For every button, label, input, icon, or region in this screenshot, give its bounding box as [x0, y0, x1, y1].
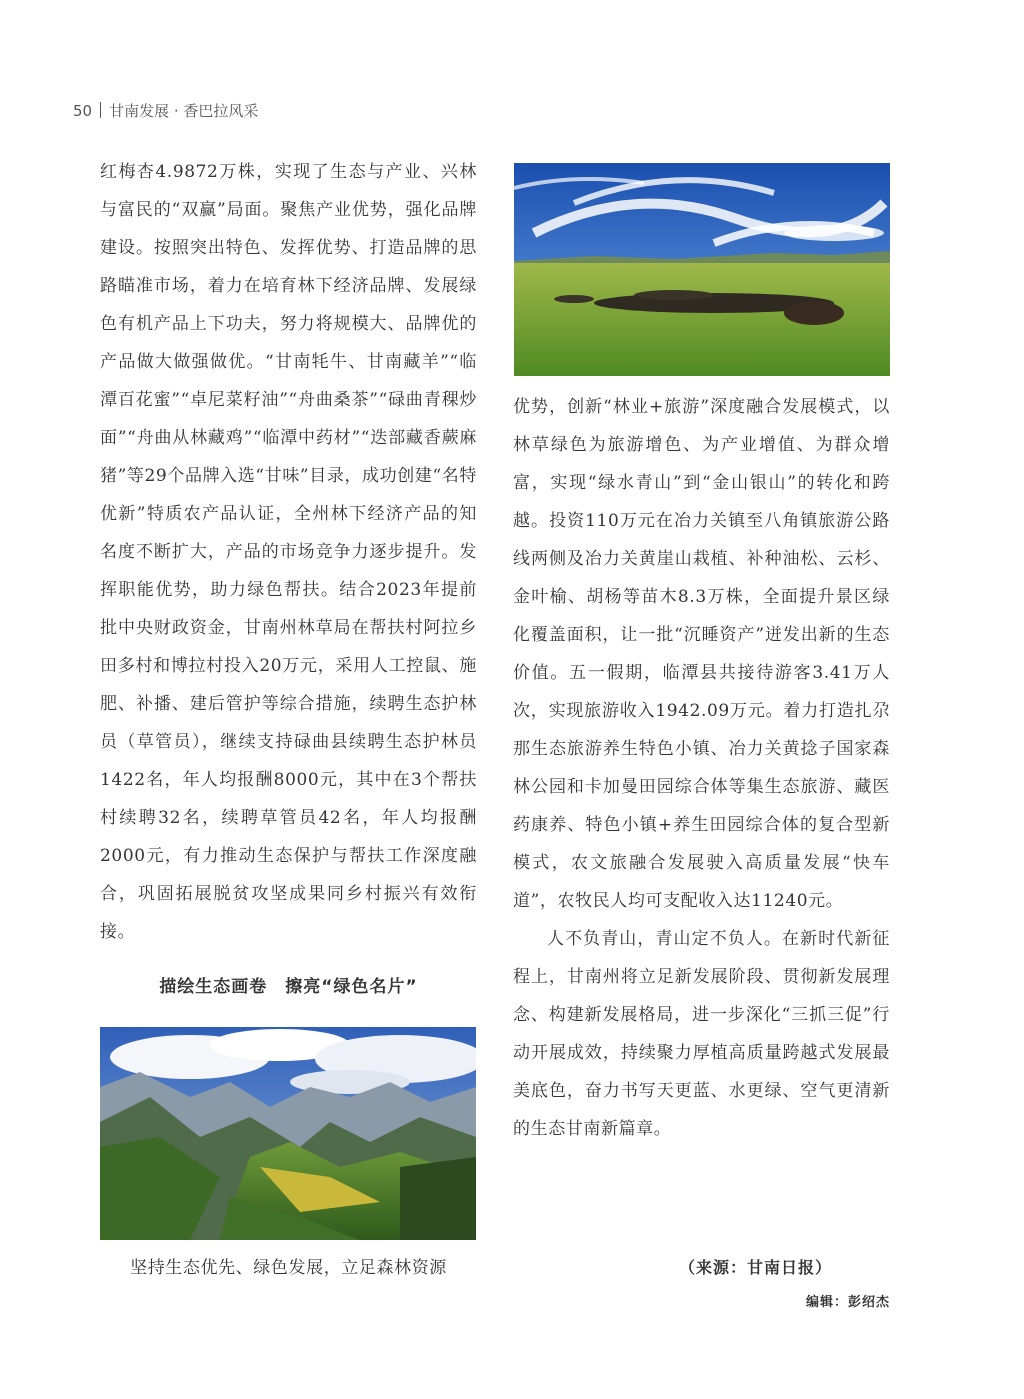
right-column: [513, 388, 890, 1148]
photo-caption: 坚持生态优先、绿色发展，立足森林资源: [130, 1258, 447, 1278]
section-heading: 描绘生态画卷 擦亮“绿色名片”: [159, 977, 418, 997]
header-divider: [100, 102, 101, 118]
left-column: [100, 153, 477, 951]
body-paragraph: 优势，创新“林业+旅游”深度融合发展模式，以林草绿色为旅游增色、为产业增值、为群众增富，实现“绿水青山”到“金山银山”的转化和跨越。投资110万元在冶力关镇至八角镇旅游公路线两侧及冶力关黄崖山栽植、补种油松、云杉、金叶榆、胡杨等苗木8.3万株，全面提升景区绿化覆盖面积，让一批“沉睡资产”迸发出新的生态价值。五一假期，临潭县共接待游客3.41万人次，实现旅游收入1942.09万元。着力打造扎尕那生态旅游养生特色小镇、冶力关黄捻子国家森林公园和卡加曼田园综合体等集生态旅游、藏医药康养、特色小镇+养生田园综合体的复合型新模式，农文旅融合发展驶入高质量发展“快车道”，农牧民人均可支配收入达11240元。: [513, 397, 890, 911]
editor-credit: 编辑：彭绍杰: [805, 1295, 890, 1310]
article-source: （来源：甘南日报）: [678, 1258, 832, 1277]
body-paragraph: 红梅杏4.9872万株，实现了生态与产业、兴林与富民的“双赢”局面。聚焦产业优势，强化品牌建设。按照突出特色、发挥优势、打造品牌的思路瞄准市场，着力在培育林下经济品牌、发展绿色有机产品上下功夫，努力将规模大、品牌优的产品做大做强做优。“甘南牦牛、甘南藏羊”“临潭百花蜜”“卓尼菜籽油”“舟曲桑茶”“碌曲青稞炒面”“舟曲从林藏鸡”“临潭中药材”“迭部藏香蕨麻猪”等29个品牌入选“甘味”目录，成功创建“名特优新”特质农产品认证，全州林下经济产品的知名度不断扩大，产品的市场竞争力逐步提升。发挥职能优势，助力绿色帮扶。结合2023年提前批中央财政资金，甘南州林草局在帮扶村阿拉乡田多村和博拉村投入20万元，采用人工控鼠、施肥、补播、建后管护等综合措施，续聘生态护林员（草管员），继续支持碌曲县续聘生态护林员1422名，年人均报酬8000元，其中在3个帮扶村续聘32名，续聘草管员42名，年人均报酬2000元，有力推动生态保护与帮扶工作深度融合，巩固拓展脱贫攻坚成果同乡村振兴有效衔接。: [100, 162, 477, 942]
section-title: 甘南发展 · 香巴拉风采: [109, 102, 259, 120]
body-paragraph: 人不负青山，青山定不负人。在新时代新征程上，甘南州将立足新发展阶段、贯彻新发展理念、构建新发展格局，进一步深化“三抓三促”行动开展成效，持续聚力厚植高质量跨越式发展最美底色，奋力书写天更蓝、水更绿、空气更清新的生态甘南新篇章。: [513, 929, 890, 1139]
page-number: 50: [73, 102, 93, 120]
grassland-yak-photo: [514, 163, 890, 376]
mountain-valley-photo: [100, 1027, 476, 1240]
page-header: [73, 100, 258, 122]
